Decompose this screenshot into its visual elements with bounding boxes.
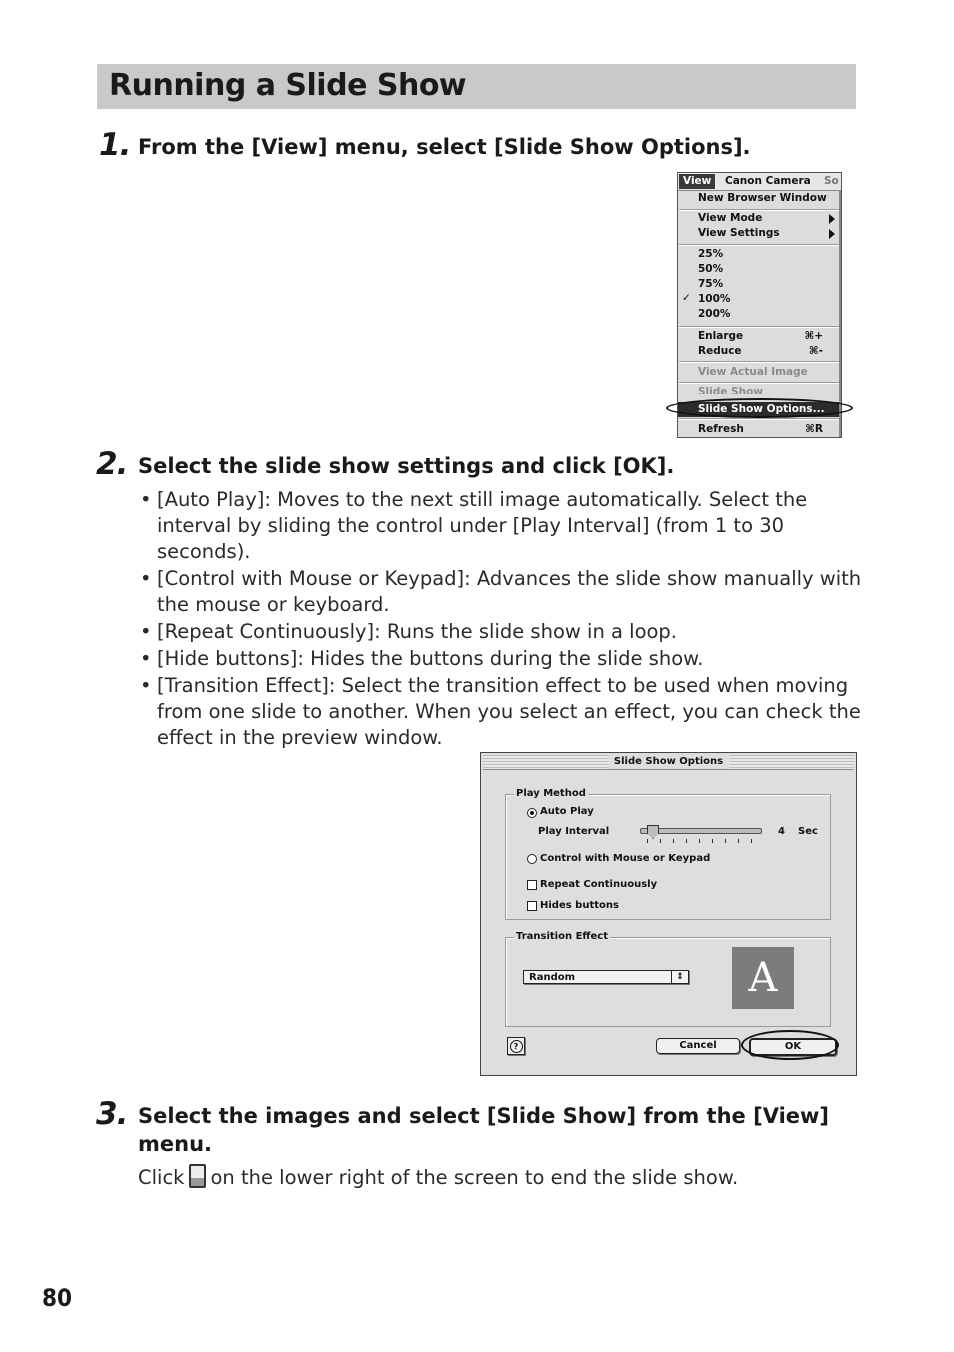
bullet-auto-play: • [Auto Play]: Moves to the next still image automatically. Select the interval by sliding the control under [Play Interval] (from 1 to 30 seconds). <box>138 487 868 565</box>
dialog-title: Slide Show Options <box>608 755 729 769</box>
interval-unit: Sec <box>798 826 818 837</box>
ok-button[interactable]: OK <box>749 1038 837 1056</box>
checkmark-icon: ✓ <box>682 292 691 304</box>
section-title-bar <box>97 64 856 109</box>
menu-item-zoom-25[interactable]: 25% <box>698 248 724 260</box>
repeat-label: Repeat Continuously <box>540 879 658 890</box>
transition-effect-value: Random <box>529 972 576 983</box>
menu-item-view-settings-label: View Settings <box>698 227 780 239</box>
auto-play-radio[interactable] <box>527 808 537 818</box>
menu-item-view-actual-image[interactable]: View Actual Image <box>698 366 808 378</box>
menu-item-zoom-100[interactable]: 100% <box>698 293 731 305</box>
enlarge-shortcut: ⌘+ <box>804 330 823 342</box>
dialog-titlebar[interactable] <box>483 755 854 770</box>
auto-play-label: Auto Play <box>540 806 594 817</box>
menu-separator <box>679 244 840 246</box>
menubar <box>678 173 841 191</box>
menu-item-new-browser-window[interactable]: New Browser Window <box>698 192 827 204</box>
step-2-heading: Select the slide show settings and click [OK]. <box>138 454 675 478</box>
menu-item-reduce-label: Reduce <box>698 345 742 357</box>
step-2-number: 2. <box>96 446 128 482</box>
settings-bullet-list <box>138 487 868 752</box>
menu-separator <box>679 361 840 363</box>
menubar-view[interactable]: View <box>679 174 715 189</box>
menu-item-zoom-200[interactable]: 200% <box>698 308 731 320</box>
page-number: 80 <box>42 1284 73 1312</box>
play-interval-label: Play Interval <box>538 826 610 837</box>
note-text-after: on the lower right of the screen to end the slide show. <box>210 1166 739 1189</box>
help-button[interactable] <box>507 1037 525 1055</box>
menu-item-slide-show-options[interactable]: Slide Show Options... <box>678 402 841 417</box>
step-3-heading: Select the images and select [Slide Show] from the [View] menu. <box>138 1104 830 1156</box>
step-1-heading: From the [View] menu, select [Slide Show Options]. <box>138 135 751 159</box>
transition-effect-label: Transition Effect <box>516 931 609 942</box>
hide-buttons-label: Hides buttons <box>540 900 619 911</box>
menubar-canon-camera[interactable]: Canon Camera <box>725 175 811 187</box>
reduce-shortcut: ⌘- <box>808 345 823 357</box>
section-title: Running a Slide Show <box>109 68 467 103</box>
step-3-number: 3. <box>96 1096 128 1132</box>
menu-separator <box>679 418 840 420</box>
slide-show-options-dialog <box>480 752 857 1076</box>
menu-separator <box>679 326 840 328</box>
highlight-ellipse <box>741 1030 839 1060</box>
bullet-repeat: • [Repeat Continuously]: Runs the slide show in a loop. <box>138 619 868 645</box>
popup-arrows-icon: ⇕ <box>671 971 688 983</box>
menu-item-view-settings[interactable] <box>698 226 835 241</box>
transition-preview: A <box>732 947 794 1009</box>
repeat-checkbox[interactable] <box>527 880 537 890</box>
submenu-arrow-icon <box>829 229 835 239</box>
bullet-transition: • [Transition Effect]: Select the transition effect to be used when moving from one slide to another. When you select an effect, you can check the effect in the preview window. <box>138 673 868 751</box>
bullet-hide-buttons: • [Hide buttons]: Hides the buttons during the slide show. <box>138 646 868 672</box>
end-slideshow-icon <box>189 1164 206 1188</box>
control-mouse-label: Control with Mouse or Keypad <box>540 853 711 864</box>
menu-item-view-mode[interactable] <box>698 211 835 226</box>
menu-separator <box>679 382 840 384</box>
help-icon: ? <box>510 1040 523 1053</box>
play-method-label: Play Method <box>516 788 586 799</box>
highlight-ellipse <box>666 398 853 418</box>
control-mouse-radio[interactable] <box>527 854 537 864</box>
slider-ticks <box>647 839 755 843</box>
menu-item-view-mode-label: View Mode <box>698 212 763 224</box>
step-1-number: 1. <box>99 127 131 163</box>
menu-item-zoom-50[interactable]: 50% <box>698 263 724 275</box>
menu-item-reduce[interactable] <box>698 344 835 359</box>
menu-item-refresh-label: Refresh <box>698 423 744 435</box>
step-3-note <box>138 1164 738 1192</box>
transition-effect-select[interactable] <box>523 970 689 984</box>
menu-shadow <box>839 190 841 437</box>
submenu-arrow-icon <box>829 214 835 224</box>
cancel-button[interactable]: Cancel <box>656 1038 740 1054</box>
refresh-shortcut: ⌘R <box>805 423 823 435</box>
menu-item-zoom-75[interactable]: 75% <box>698 278 724 290</box>
menu-item-enlarge-label: Enlarge <box>698 330 744 342</box>
interval-value: 4 <box>778 826 785 837</box>
hide-buttons-checkbox[interactable] <box>527 901 537 911</box>
bullet-control-mouse: • [Control with Mouse or Keypad]: Advances the slide show manually with the mouse or keyboard. <box>138 566 868 618</box>
menubar-so[interactable]: So <box>824 175 839 187</box>
menu-item-enlarge[interactable] <box>698 329 835 344</box>
menu-item-slide-show[interactable]: Slide Show <box>698 386 764 394</box>
note-text-before: Click <box>138 1166 185 1189</box>
menu-item-refresh[interactable] <box>698 422 835 437</box>
